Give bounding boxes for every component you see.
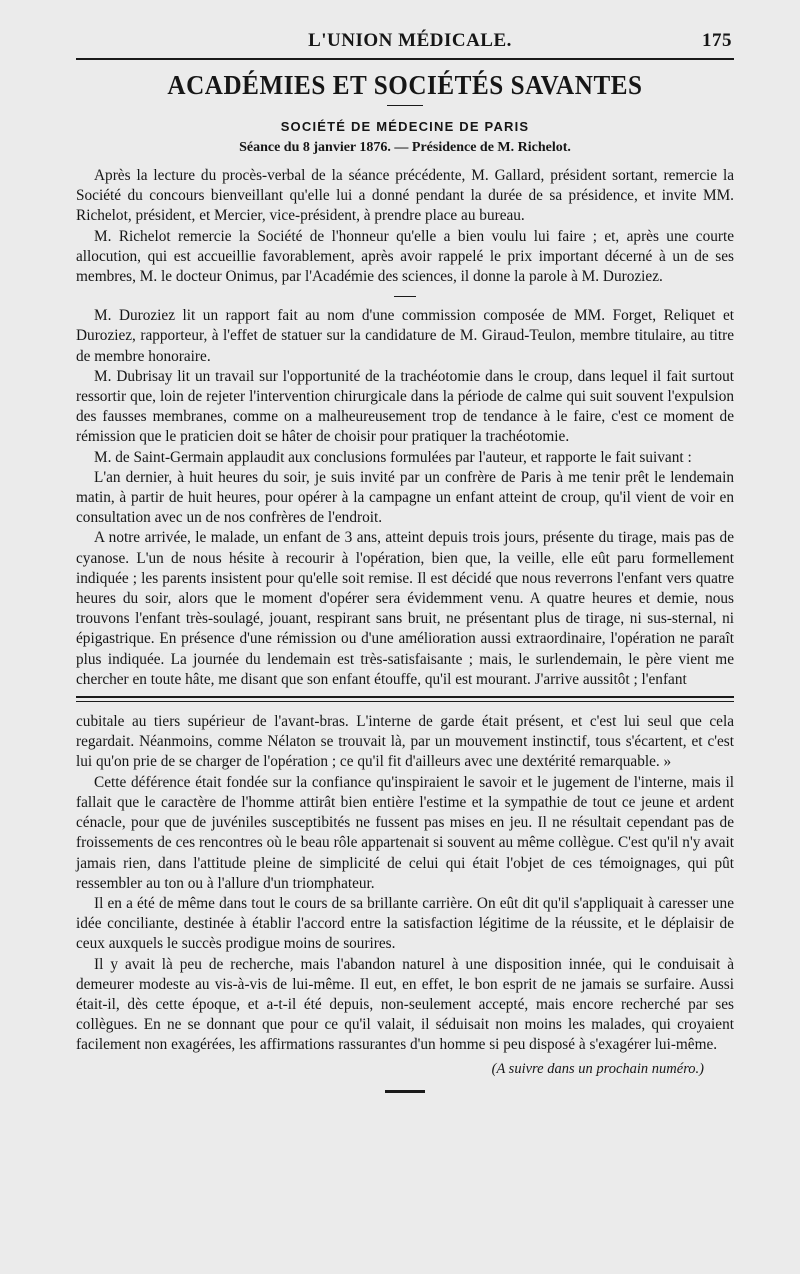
- feuilleton-paragraph: Cette déférence était fondée sur la confiance qu'inspiraient le savoir et le jugement de l'interne, mais il fallait que le caractère de l'homme attirât bien entière l'estime et la sympathie de tout ce jeune et ardent cénacle, pour que de juvéniles susceptibités ne fussent pas mises en jeu. Il ne résultait cependant pas de froissements de ces rencontres où le beau rôle appartenait si souvent au même collègue. C'est qu'il n'y avait jamais rien, dans l'attitude pleine de simplicité de celui qui était l'objet de ces témoignages, qui pût ressembler au ton ou à l'allure d'un triomphateur.: [76, 773, 734, 892]
- running-head: [76, 30, 734, 52]
- feuilleton-paragraph: Il en a été de même dans tout le cours de sa brillante carrière. On eût dit qu'il s'appliquait à caresser une idée conciliante, destinée à établir l'accord entre la satisfaction légitime de la réussite, et le déplaisir de ceux auxquels le succès prodigue moins de sourires.: [76, 894, 734, 953]
- paragraph: A notre arrivée, le malade, un enfant de 3 ans, atteint depuis trois jours, présente du tirage, mais pas de cyanose. L'un de nous hésite à recourir à l'opération, bien que, la veille, elle eût paru formellement indiquée ; les parents insistent pour qu'elle soit remise. Il est décidé que nous reverrons l'enfant vers quatre heures du soir, alors que le moment d'opérer sera évidemment venu. A quatre heures et demie, nous trouvons l'enfant très-soulagé, jouant, respirant sans bruit, ne présentant plus de tirage, ni sus-sternal, ni épigastrique. En présence d'une rémission ou d'une amélioration aussi extraordinaire, l'opération ne paraît plus indiquée. La journée du lendemain est très-satisfaisante ; mais, le surlendemain, le père vient me chercher en toute hâte, me disant que son enfant étouffe, qu'il est mourant. J'arrive aussitôt ; l'enfant: [76, 529, 734, 688]
- to-follow-note: (A suivre dans un prochain numéro.): [491, 1060, 704, 1077]
- paragraph: M. Richelot remercie la Société de l'honneur qu'elle a bien voulu lui faire ; et, après une courte allocution, qui est accueillie favorablement, après avoir rappelé le prix important décerné à un de ses membres, M. le docteur Onimus, par l'Académie des sciences, il donne la parole à M. Duroziez.: [76, 227, 734, 286]
- paragraph: M. Dubrisay lit un travail sur l'opportunité de la trachéotomie dans le croup, dans lequel il fait surtout ressortir que, loin de rejeter l'intervention chirurgicale dans la période de calme qui suit souvent l'expulsion des fausses membranes, comme on a malheureusement trop de tendance à le faire, c'est ce moment de rémission que le praticien doit se hâter de choisir pour pratiquer la trachéotomie.: [76, 367, 734, 446]
- journal-name: L'UNION MÉDICALE.: [308, 30, 512, 51]
- paragraph: M. Duroziez lit un rapport fait au nom d'une commission composée de MM. Forget, Reliquet et Duroziez, rapporteur, à l'effet de statuer sur la candidature de M. Giraud-Teulon, membre titulaire, au titre de membre honoraire.: [76, 307, 734, 365]
- separator-dash: [394, 296, 416, 297]
- header-rule: [76, 58, 734, 60]
- feuilleton-paragraph: Il y avait là peu de recherche, mais l'abandon naturel à une disposition innée, qui le conduisait à demeurer modeste au vis-à-vis de lui-même. Il eut, en effet, le bon esprit de ne jamais se surfaire. Aussi était-il, dès cette époque, et a-t-il été depuis, non-seulement accepté, mais encore recherché par ses collègues. En ne se donnant que pour ce qu'il valait, il séduisait non moins les malades, qui croyaient facilement non exagérées, les affirmations rassurantes d'un homme si peu disposé à s'exagérer lui-même.: [76, 955, 734, 1054]
- page-number: 175: [702, 30, 732, 51]
- society-heading: SOCIÉTÉ DE MÉDECINE DE PARIS: [280, 119, 530, 134]
- title-rule: [387, 105, 423, 106]
- paragraph: M. de Saint-Germain applaudit aux conclusions formulées par l'auteur, et rapporte le fait suivant :: [94, 448, 692, 466]
- feuilleton-rule: [76, 696, 734, 702]
- end-rule: [385, 1090, 425, 1093]
- paragraph: Après la lecture du procès-verbal de la séance précédente, M. Gallard, président sortant, remercie la Société du concours bienveillant qu'elle lui a donné pendant la durée de sa présidence, et invite MM. Richelot, président, et Mercier, vice-président, à prendre place au bureau.: [76, 167, 734, 225]
- feuilleton-paragraph: cubitale au tiers supérieur de l'avant-bras. L'interne de garde était présent, et c'est lui seul que cela regardait. Néanmoins, comme Nélaton se trouvait là, par un mouvement instinctif, tous s'écartent, et c'est lui qu'on prie de se charger de l'opération ; ce qu'il fit d'ailleurs avec une dextérité remarquable. »: [76, 713, 734, 771]
- paragraph: L'an dernier, à huit heures du soir, je suis invité par un confrère de Paris à me tenir prêt le lendemain matin, à partir de huit heures, pour opérer à la campagne un enfant atteint de croup, qu'il vient de voir en consultation avec un de nos confrères de l'endroit.: [76, 468, 734, 527]
- seance-line: Séance du 8 janvier 1876. — Présidence de M. Richelot.: [239, 140, 571, 155]
- section-title: ACADÉMIES ET SOCIÉTÉS SAVANTES: [167, 70, 643, 100]
